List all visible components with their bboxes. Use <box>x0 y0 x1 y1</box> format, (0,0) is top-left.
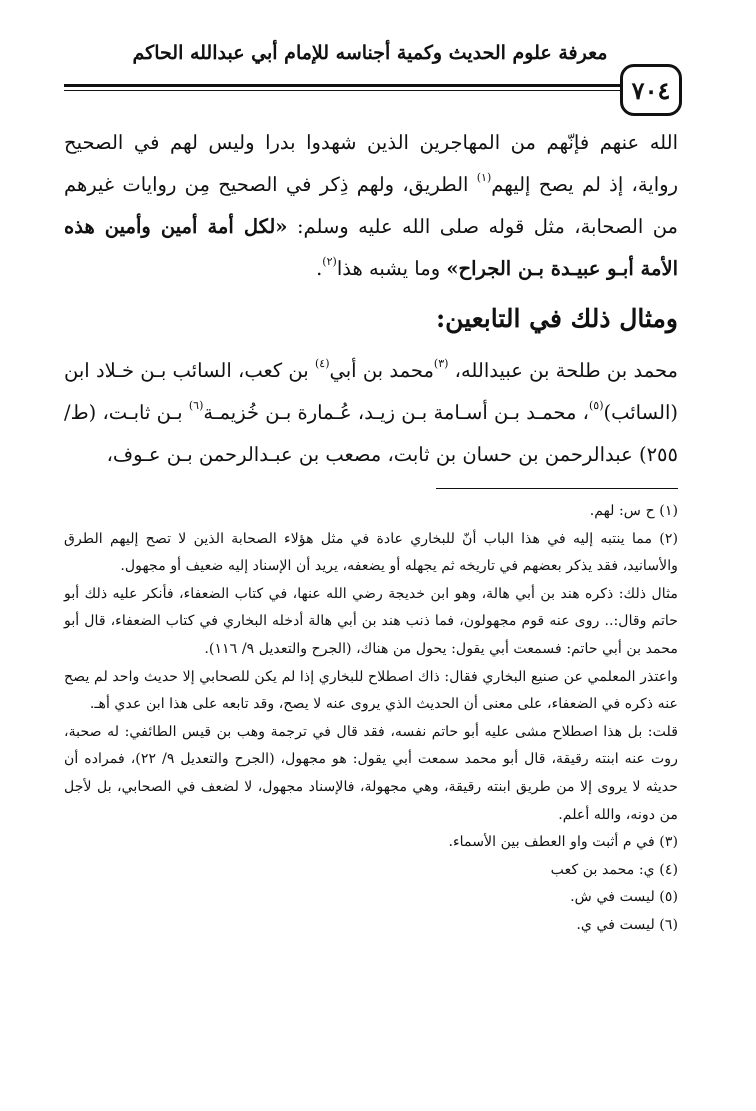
footnote-6: (٦) ليست في ي. <box>576 916 678 933</box>
footnote-ref-6: (٦) <box>188 399 204 412</box>
text-run: الطريق، ولهم ذِكر في الصحيح مِن روايات غيرهم من الصحابة، مثل قوله صلى الله عليه وسلم: <box>64 173 678 238</box>
section-heading: ومثال ذلك في التابعين: <box>435 304 678 333</box>
page-number: ٧٠٤ <box>620 64 682 116</box>
text-run: بن كعب، السائب بـن خـلاد ابن (السائب) <box>64 359 678 424</box>
footnote-4: (٤) ي: محمد بن كعب <box>550 861 678 878</box>
footnote-2: (٢) مما ينتبه إليه في هذا الباب أنّ للبخاري عادة في مثل هؤلاء الصحابة الذين لا تصح إليهم الطرق والأسانيد، فقد يذكر بعضهم في تاريخه ثم يجهله أو يضعفه، يريد أن الإسناد إليه ضعيف أو مجهول. <box>64 530 678 575</box>
running-header-title: معرفة علوم الحديث وكمية أجناسه للإمام أبي عبدالله الحاكم <box>132 42 608 64</box>
text-run: محمد بن طلحة بن عبيدالله، <box>448 359 679 382</box>
footnote-ref-3: (٣) <box>433 357 449 370</box>
footnote-2-continued: قلت: بل هذا اصطلاح مشى عليه أبو حاتم نفسه، فقد قال في ترجمة وهب بن قيس الطائفي: له صحبة، روت عنه ابنته رقيقة، قال أبو محمد سمعت أبي يقول: هو مجهول، (الجرح والتعديل ٩/ ٢٢)، فمراده أن حديثه لا يروى إلا من طريق ابنته رقيقة، وهي مجهولة، فالإسناد مجهول، لا لضعف في الصحابي، بل لأجل من دونه، والله أعلم. <box>64 723 679 823</box>
text-run: ، محمـد بـن أسـامة بـن زيـد، عُـمارة بـن خُزيمـة <box>203 401 589 424</box>
footnote-ref-5: (٥) <box>588 399 604 412</box>
footnote-2-continued: مثال ذلك: ذكره هند بن أبي هالة، وهو ابن خديجة رضي الله عنها، في كتاب الضعفاء، فأنكر عليه ذلك أبو حاتم وقال:.. روى عنه قوم مجهولون، فما ذنب هند بن أبي هالة أدخله البخاري في كتاب الضعفاء، قال أبو محمد بن أبي حاتم: فسمعت أبي يقول: يحول من هناك، (الجرح والتعديل ٩/ ١١٦). <box>64 585 678 657</box>
footnote-5: (٥) ليست في ش. <box>570 889 678 906</box>
paragraph-1 <box>64 122 678 290</box>
footnote-separator <box>436 488 678 489</box>
footnote-1: (١) ح س: لهم. <box>589 503 678 519</box>
text-run: وما يشبه هذا <box>336 257 447 280</box>
main-text <box>64 122 678 476</box>
footnotes <box>64 498 678 940</box>
text-run: محمد بن أبي <box>329 359 434 382</box>
footnote-ref-2: (٢) <box>322 255 337 268</box>
footnote-ref-1: (١) <box>476 171 492 184</box>
hadith-quote: «لكل أمة أمين وأمين هذه الأمة أبـو عبيـدة بـن الجراح» <box>64 215 678 280</box>
footnote-3: (٣) في م أثبت واو العطف بين الأسماء. <box>448 834 678 851</box>
header-rule <box>64 84 624 91</box>
text-run: . <box>316 257 323 280</box>
footnote-2-continued: واعتذر المعلمي عن صنيع البخاري فقال: ذاك اصطلاح للبخاري إذا لم يكن للصحابي إلا حديث واحد لم يصح عنه ذكره في الضعفاء، على معنى أن الحديث الذي يروى عنه لا يصح، وقد تابعه على هذا ابن عدي أهـ. <box>64 668 678 713</box>
paragraph-2 <box>64 350 678 476</box>
text-run: الله عنهم فإنّهم من المهاجرين الذين شهدوا بدرا وليس لهم في الصحيح رواية، إذ لم يصح إليهم <box>64 131 678 196</box>
text-run: بـن ثابـت، (ط/ ٢٥٥) عبدالرحمن بن حسان بن ثابت، مصعب بن عبـدالرحمن بـن عـوف، <box>64 401 678 466</box>
footnote-ref-4: (٤) <box>314 357 330 370</box>
